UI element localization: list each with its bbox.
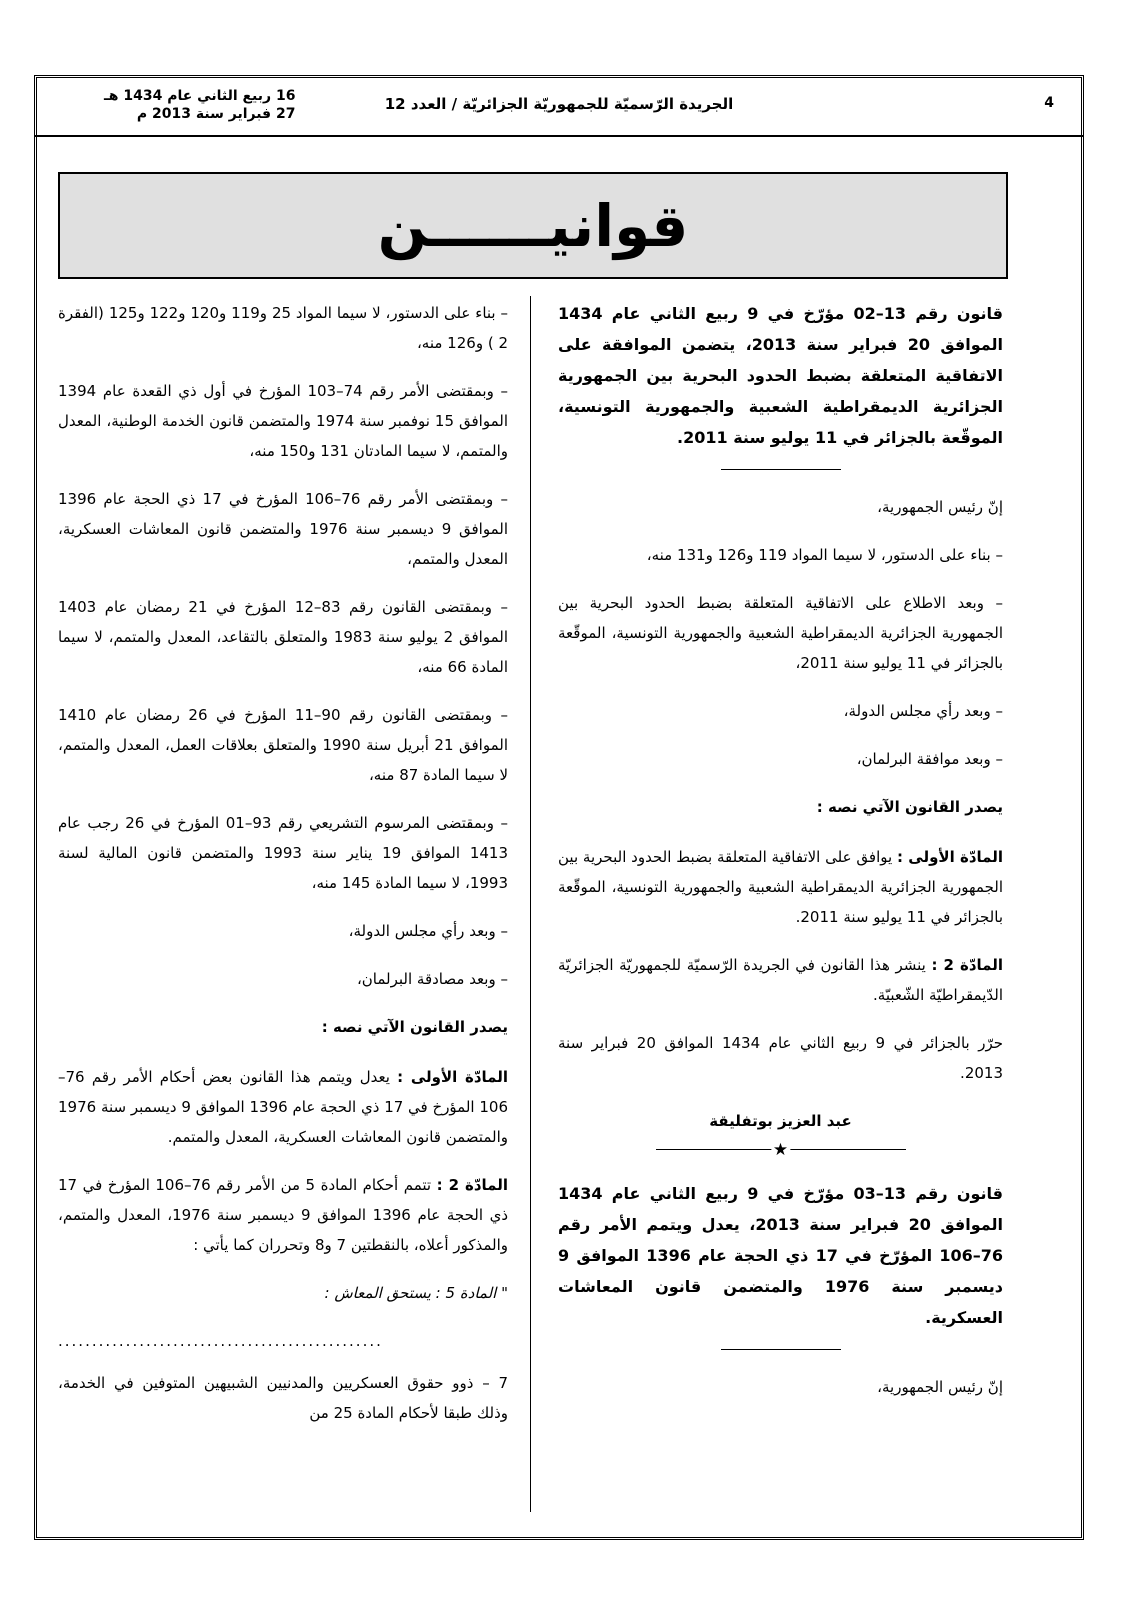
- left-column: [58, 298, 508, 1446]
- preamble-paragraph: – وبعد الاطلاع على الاتفاقية المتعلقة بضبط الحدود البحرية بين الجمهورية الجزائرية الديمقراطية الشعبية والجمهورية التونسية، الموقّعة بالجزائر في 11 يوليو سنة 2011،: [558, 594, 1003, 672]
- page-header: [34, 75, 1084, 135]
- article-text: يعدل ويتمم هذا القانون بعض أحكام الأمر رقم 76–106 المؤرخ في 17 ذي الحجة عام 1396 الموافق 9 ديسمبر سنة 1976 والمتضمن قانون المعاشات العسكرية، المعدل والمتمم.: [58, 1068, 509, 1146]
- amended-article-quote: " المادة 5 : يستحق المعاش :: [324, 1284, 508, 1302]
- law-title: قانون رقم 13–02 مؤرّخ في 9 ربيع الثاني عام 1434 الموافق 20 فبراير سنة 2013، يتضمن الموافقة على الاتفاقية المتعلقة بضبط الحدود البحرية بين الجمهورية الجزائرية الديمقراطية الشعبية والجمهورية التونسية، الموقّعة بالجزائر في 11 يوليو سنة 2011.: [558, 304, 1004, 447]
- date-hijri: 16 ربيع الثاني عام 1434 هـ: [104, 88, 296, 104]
- ellipsis-dots: ................................................: [58, 1332, 383, 1350]
- right-column: [558, 298, 1003, 1420]
- president-intro: إنّ رئيس الجمهورية،: [877, 1378, 1003, 1396]
- article-label: المادّة الأولى :: [897, 848, 1003, 866]
- star-icon: ★: [771, 1135, 790, 1165]
- preamble-paragraph: – وبمقتضى المرسوم التشريعي رقم 93–01 المؤرخ في 26 رجب عام 1413 الموافق 19 يناير سنة 1993 والمتضمن قانون المالية لسنة 1993، لا سيما المادة 145 منه،: [58, 814, 509, 892]
- column-divider: [530, 296, 531, 1512]
- article-label: المادّة 2 :: [931, 956, 1003, 974]
- publication-title: الجريدة الرّسميّة للجمهوريّة الجزائريّة / العدد 12: [384, 95, 734, 113]
- star-separator: [656, 1138, 906, 1160]
- preamble-paragraph: – وبعد موافقة البرلمان،: [856, 750, 1003, 768]
- promulgation-heading: يصدر القانون الآتي نصه :: [816, 798, 1003, 816]
- preamble-paragraph: – بناء على الدستور، لا سيما المواد 25 و119 و120 و122 و125 (الفقرة 2 ) و126 منه،: [58, 304, 508, 352]
- header-divider: [34, 135, 1084, 137]
- item-7: 7 – ذوو حقوق العسكريين والمدنيين الشبيهين المتوفين في الخدمة، وذلك طبقا لأحكام المادة 25 من: [58, 1374, 508, 1422]
- preamble-paragraph: – وبعد مصادقة البرلمان،: [356, 970, 508, 988]
- issue-date: [104, 87, 295, 123]
- page-number: 4: [1044, 95, 1054, 111]
- signature: عبد العزيز بوتفليقة: [709, 1112, 852, 1130]
- promulgation-heading: يصدر القانون الآتي نصه :: [321, 1018, 508, 1036]
- preamble-paragraph: – وبعد رأي مجلس الدولة،: [843, 702, 1003, 720]
- preamble-paragraph: – وبعد رأي مجلس الدولة،: [348, 922, 508, 940]
- preamble-paragraph: – وبمقتضى الأمر رقم 74–103 المؤرخ في أول ذي القعدة عام 1394 الموافق 15 نوفمبر سنة 1974 والمتضمن قانون الخدمة الوطنية، المعدل والمتمم، لا سيما المادتان 131 و150 منه،: [58, 382, 509, 460]
- preamble-paragraph: – بناء على الدستور، لا سيما المواد 119 و126 و131 منه،: [646, 546, 1003, 564]
- law-title: قانون رقم 13–03 مؤرّخ في 9 ربيع الثاني عام 1434 الموافق 20 فبراير سنة 2013، يعدل ويتمم الأمر رقم 76–106 المؤرّخ في 17 ذي الحجة عام 1396 الموافق 9 ديسمبر سنة 1976 والمتضمن قانون المعاشات العسكرية.: [558, 1184, 1004, 1327]
- done-at: حرّر بالجزائر في 9 ربيع الثاني عام 1434 الموافق 20 فبراير سنة 2013.: [558, 1034, 1004, 1082]
- separator: [721, 1349, 841, 1350]
- president-intro: إنّ رئيس الجمهورية،: [877, 498, 1003, 516]
- article-label: المادّة الأولى :: [397, 1068, 508, 1086]
- separator: [721, 469, 841, 470]
- article-2: [58, 1170, 508, 1260]
- preamble-paragraph: – وبمقتضى الأمر رقم 76–106 المؤرخ في 17 ذي الحجة عام 1396 الموافق 9 ديسمبر سنة 1976 والمتضمن قانون المعاشات العسكرية، المعدل والمتمم،: [58, 490, 509, 568]
- article-1: [558, 842, 1003, 932]
- preamble-paragraph: – وبمقتضى القانون رقم 90–11 المؤرخ في 26 رمضان عام 1410 الموافق 21 أبريل سنة 1990 والمتعلق بعلاقات العمل، المعدل والمتمم، لا سيما المادة 87 منه،: [58, 706, 509, 784]
- section-banner: قوانيــــــن: [58, 172, 1008, 279]
- article-label: المادّة 2 :: [436, 1176, 508, 1194]
- article-text: ينشر هذا القانون في الجريدة الرّسميّة للجمهوريّة الجزائريّة الدّيمقراطيّة الشّعبيّة.: [558, 956, 1003, 1004]
- article-1: [58, 1062, 508, 1152]
- article-text: يوافق على الاتفاقية المتعلقة بضبط الحدود البحرية بين الجمهورية الجزائرية الديمقراطية الشعبية والجمهورية التونسية، الموقّعة بالجزائر في 11 يوليو سنة 2011.: [558, 848, 1003, 926]
- date-gregorian: 27 فبراير سنة 2013 م: [136, 106, 296, 122]
- preamble-paragraph: – وبمقتضى القانون رقم 83–12 المؤرخ في 21 رمضان عام 1403 الموافق 2 يوليو سنة 1983 والمتعلق بالتقاعد، المعدل والمتمم، لا سيما المادة 66 منه،: [58, 598, 509, 676]
- article-2: [558, 950, 1003, 1010]
- article-text: تتمم أحكام المادة 5 من الأمر رقم 76–106 المؤرخ في 17 ذي الحجة عام 1396 الموافق 9 ديسمبر سنة 1976، المعدل والمتمم، والمذكور أعلاه، بالنقطتين 7 و8 وتحرران كما يأتي :: [58, 1176, 508, 1254]
